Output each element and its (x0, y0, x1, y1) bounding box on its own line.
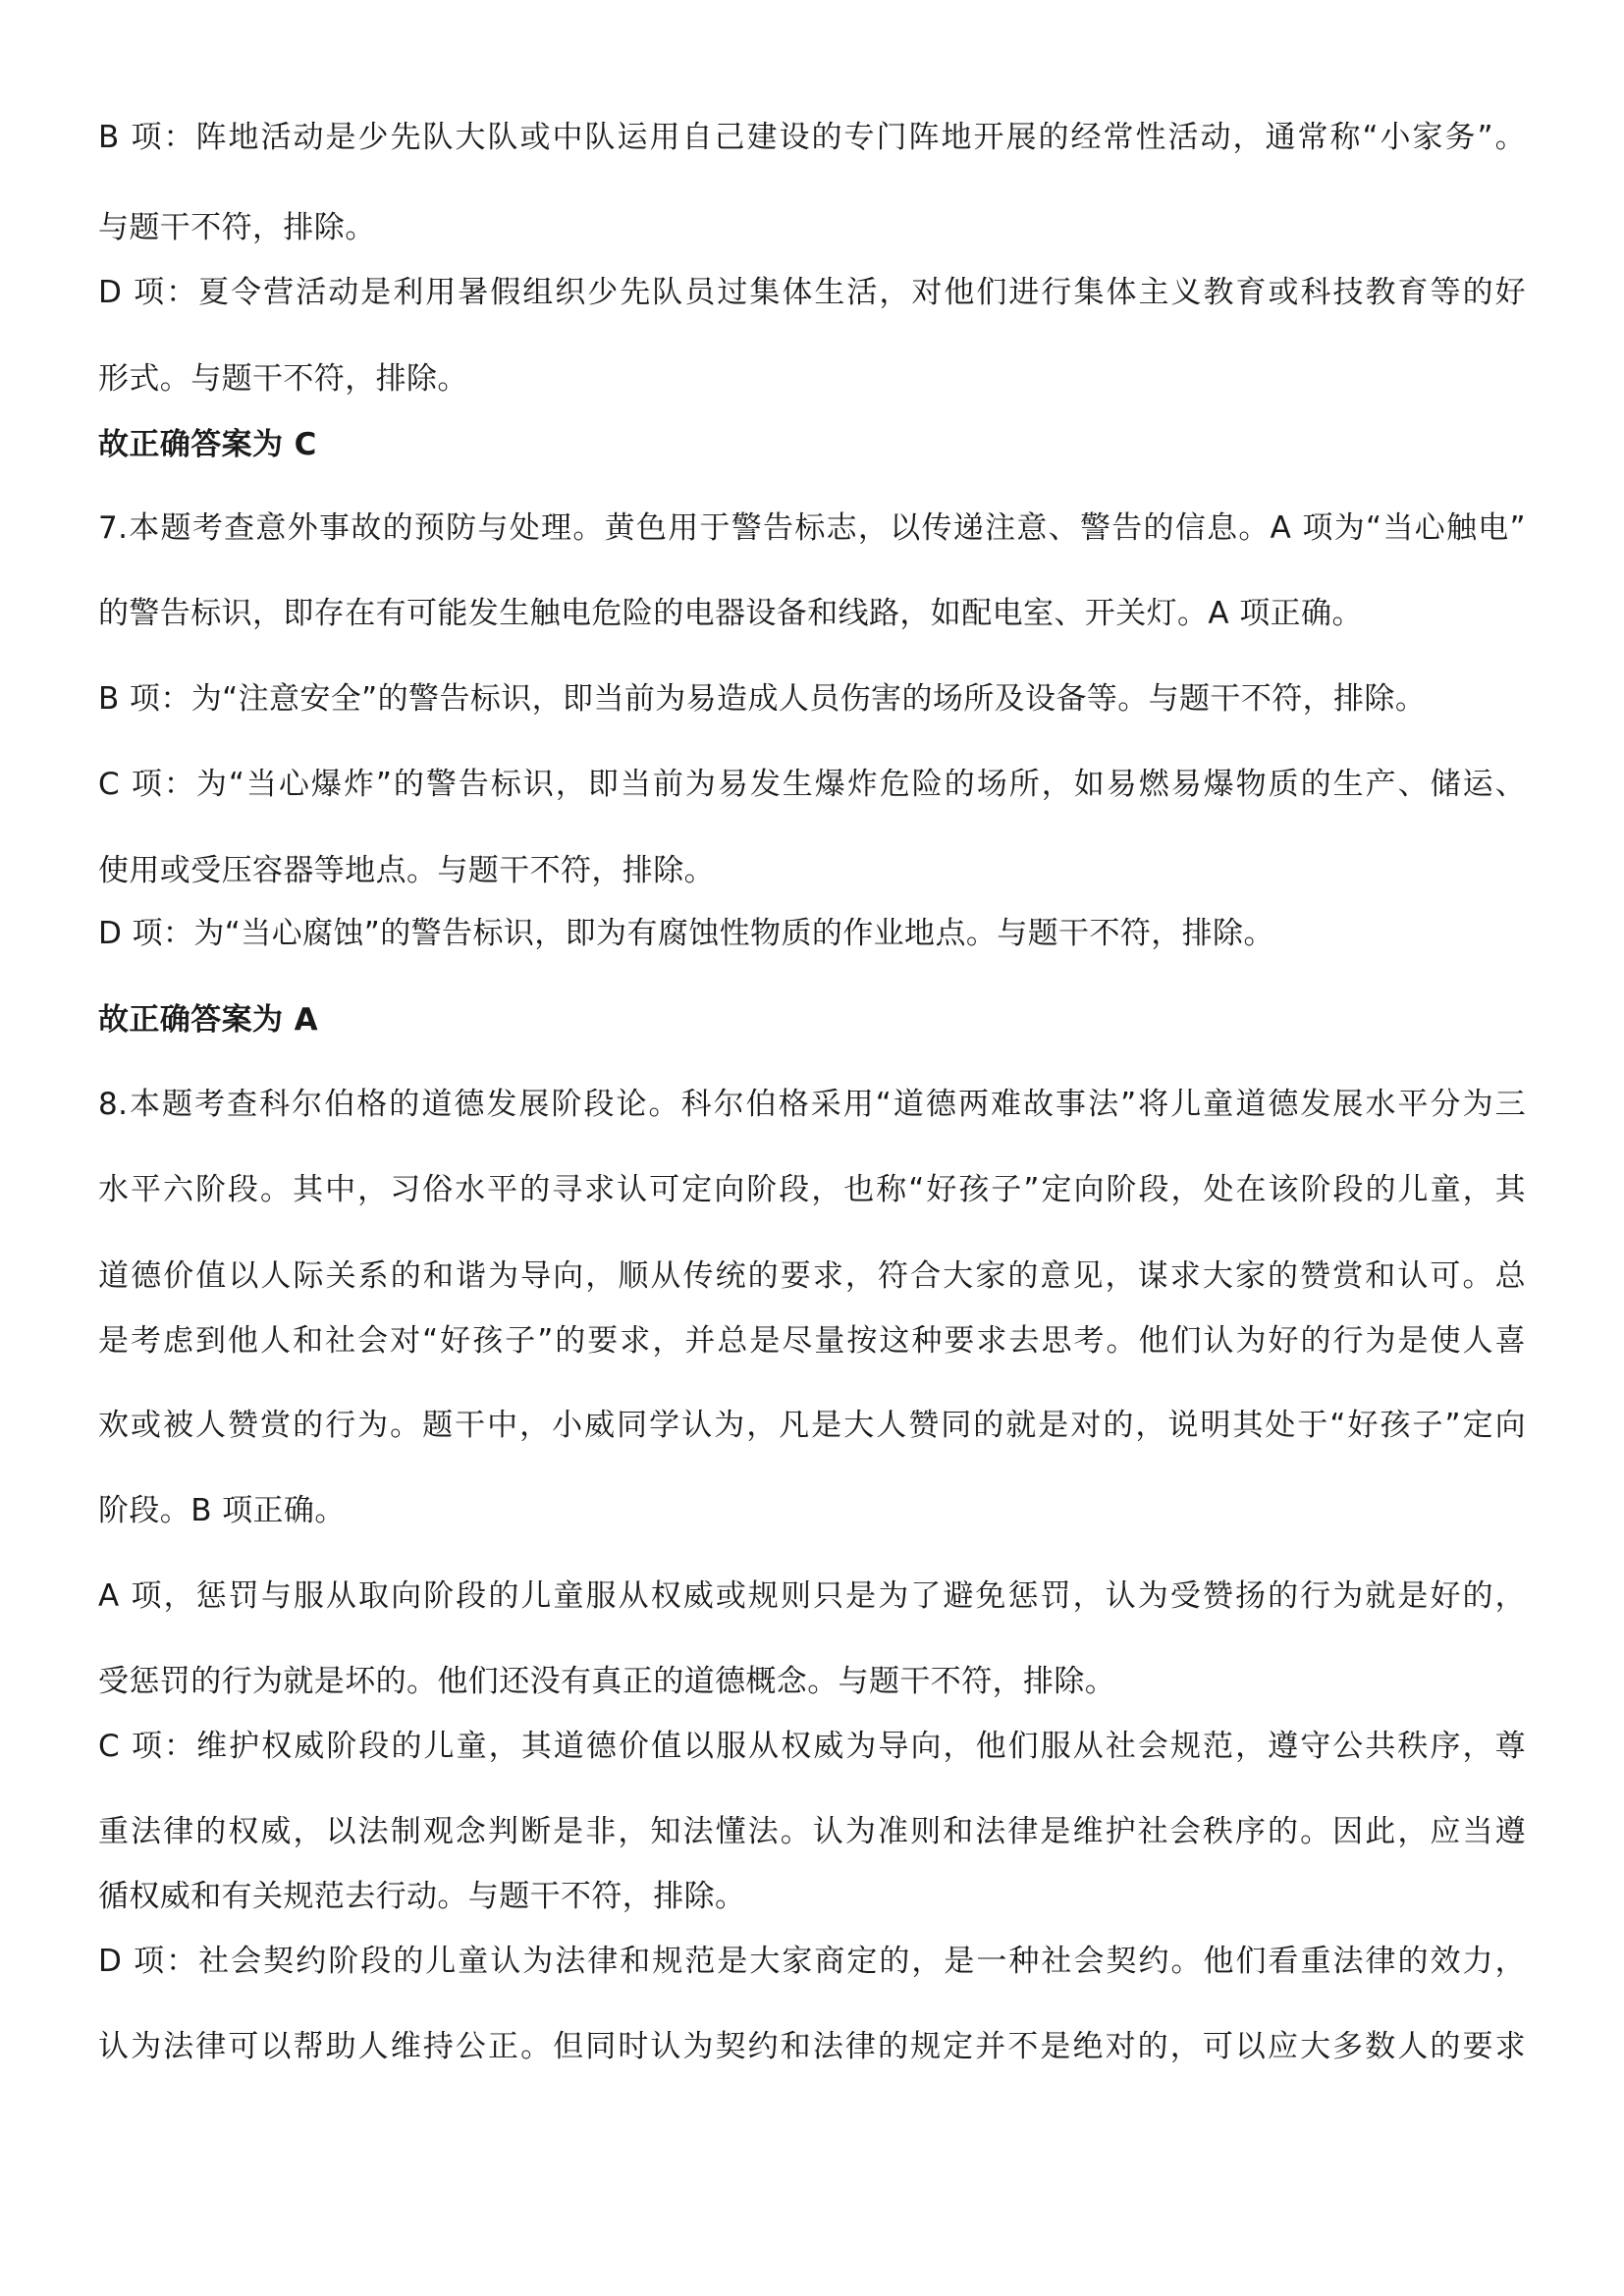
answer-line: 故正确答案为 C (98, 427, 317, 462)
paragraph-line: B 项：为“注意安全”的警告标识，即当前为易造成人员伤害的场所及设备等。与题干不符，排除。 (98, 681, 1427, 717)
paragraph-line: 水平六阶段。其中，习俗水平的寻求认可定向阶段，也称“好孩子”定向阶段，处在该阶段的儿童，其 (98, 1172, 1526, 1207)
paragraph-line: 重法律的权威，以法制观念判断是非，知法懂法。认为准则和法律是维护社会秩序的。因此，应当遵 (98, 1814, 1526, 1849)
answer-line: 故正确答案为 A (98, 1002, 318, 1038)
paragraph-line: C 项：维护权威阶段的儿童，其道德价值以服从权威为导向，他们服从社会规范，遵守公共秩序，尊 (98, 1729, 1526, 1764)
paragraph-line: D 项：为“当心腐蚀”的警告标识，即为有腐蚀性物质的作业地点。与题干不符，排除。 (98, 916, 1274, 951)
paragraph-line: 道德价值以人际关系的和谐为导向，顺从传统的要求，符合大家的意见，谋求大家的赞赏和认可。总 (98, 1258, 1526, 1294)
paragraph-line: 的警告标识，即存在有可能发生触电危险的电器设备和线路，如配电室、开关灯。A 项正确。 (98, 596, 1363, 631)
paragraph-line: D 项：夏令营活动是利用暑假组织少先队员过集体生活，对他们进行集体主义教育或科技教育等的好 (98, 275, 1526, 310)
paragraph-line: 使用或受压容器等地点。与题干不符，排除。 (98, 853, 715, 888)
paragraph-line: 认为法律可以帮助人维持公正。但同时认为契约和法律的规定并不是绝对的，可以应大多数人的要求 (98, 2029, 1526, 2064)
paragraph-line: 欢或被人赞赏的行为。题干中，小威同学认为，凡是大人赞同的就是对的，说明其处于“好孩子”定向 (98, 1408, 1526, 1443)
paragraph-line: 阶段。B 项正确。 (98, 1493, 346, 1528)
paragraph-line: D 项：社会契约阶段的儿童认为法律和规范是大家商定的，是一种社会契约。他们看重法律的效力， (98, 1944, 1526, 1979)
paragraph-line: 形式。与题干不符，排除。 (98, 361, 468, 397)
paragraph-line: 与题干不符，排除。 (98, 210, 376, 245)
paragraph-line: A 项，惩罚与服从取向阶段的儿童服从权威或规则只是为了避免惩罚，认为受赞扬的行为就是好的， (98, 1578, 1526, 1614)
paragraph-line: 7.本题考查意外事故的预防与处理。黄色用于警告标志，以传递注意、警告的信息。A 项为“当心触电” (98, 510, 1526, 546)
paragraph-line: 8.本题考查科尔伯格的道德发展阶段论。科尔伯格采用“道德两难故事法”将儿童道德发展水平分为三 (98, 1087, 1526, 1122)
paragraph-line: 循权威和有关规范去行动。与题干不符，排除。 (98, 1879, 746, 1914)
paragraph-line: B 项：阵地活动是少先队大队或中队运用自己建设的专门阵地开展的经常性活动，通常称“小家务”。 (98, 120, 1526, 155)
paragraph-line: 受惩罚的行为就是坏的。他们还没有真正的道德概念。与题干不符，排除。 (98, 1664, 1116, 1699)
paragraph-line: 是考虑到他人和社会对“好孩子”的要求，并总是尽量按这种要求去思考。他们认为好的行为是使人喜 (98, 1323, 1526, 1359)
paragraph-line: C 项：为“当心爆炸”的警告标识，即当前为易发生爆炸危险的场所，如易燃易爆物质的生产、储运、 (98, 767, 1526, 802)
